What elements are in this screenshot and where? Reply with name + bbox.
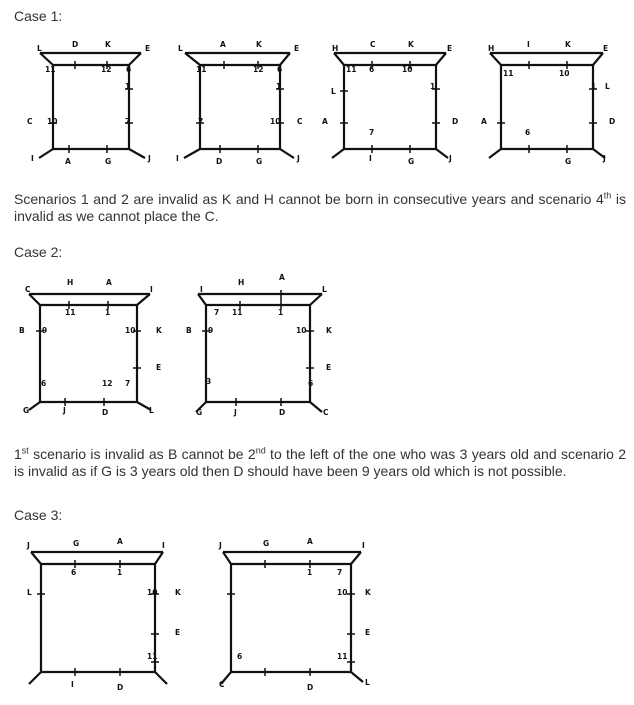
position-number: 1: [125, 82, 131, 91]
person-label: D: [216, 157, 223, 166]
person-label: L: [178, 44, 183, 53]
case-2-scenario-1-square: [29, 294, 151, 410]
person-label: L: [331, 87, 336, 96]
person-label: C: [323, 408, 329, 417]
position-number: 11: [45, 65, 56, 74]
case-3-scenario-1-square: [29, 552, 167, 684]
case-1-heading: Case 1:: [14, 8, 63, 24]
explanation-case-2: 1st scenario is invalid as B cannot be 2nd to the left of the one who was 3 years old and scenario 2 is invalid as if G is 3 years old then D should have been 9 years old which is not possible.: [14, 445, 626, 479]
person-label: K: [256, 40, 262, 49]
c1s3-labels: [322, 40, 458, 166]
case-2-heading: Case 2:: [14, 244, 63, 260]
person-label: J: [297, 154, 300, 163]
person-label: K: [326, 326, 332, 335]
person-label: L: [27, 588, 32, 597]
position-number: 11: [196, 65, 207, 74]
position-number: 11: [337, 652, 348, 661]
person-label: E: [294, 44, 300, 53]
position-number: 10: [337, 588, 348, 597]
person-label: A: [117, 537, 123, 546]
person-label: C: [297, 117, 303, 126]
person-label: I: [71, 680, 74, 689]
person-label: K: [565, 40, 571, 49]
position-number: 10: [125, 326, 136, 335]
person-label: B: [19, 326, 25, 335]
person-label: H: [488, 44, 495, 53]
person-label: K: [156, 326, 162, 335]
person-label: D: [117, 683, 124, 692]
person-label: E: [326, 363, 332, 372]
person-label: L: [365, 678, 370, 687]
person-label: K: [105, 40, 111, 49]
case-3-diagrams: [0, 537, 634, 700]
position-number: 6: [369, 65, 375, 74]
position-number: 10: [296, 326, 307, 335]
case-3-labels: [26, 537, 372, 692]
position-number: 9: [42, 326, 48, 335]
position-number: 1: [117, 568, 123, 577]
person-label: H: [238, 278, 245, 287]
person-label: C: [219, 680, 225, 689]
position-number: 12: [253, 65, 264, 74]
position-number: 10: [270, 117, 281, 126]
person-label: E: [365, 628, 371, 637]
person-label: A: [481, 117, 487, 126]
position-number: 6: [126, 65, 132, 74]
position-number: 10: [47, 117, 58, 126]
case-1-diagrams: [0, 40, 634, 173]
position-number: 7: [337, 568, 343, 577]
person-label: E: [145, 44, 151, 53]
person-label: J: [27, 541, 30, 550]
person-label: J: [449, 154, 452, 163]
position-number: 3: [206, 377, 212, 386]
position-number: 11: [65, 308, 76, 317]
position-number: 11: [503, 69, 514, 78]
person-label: D: [72, 40, 79, 49]
position-number: 6: [277, 65, 283, 74]
c3s2-labels: [218, 537, 372, 692]
explanation-case-1: Scenarios 1 and 2 are invalid as K and H cannot be born in consecutive years and scenario 4th is invalid as we cannot place the C.: [14, 190, 626, 224]
person-label: J: [219, 541, 222, 550]
position-number: 1: [307, 568, 313, 577]
person-label: K: [365, 588, 371, 597]
position-number: 7: [369, 128, 375, 137]
person-label: E: [447, 44, 453, 53]
person-label: L: [149, 406, 154, 415]
person-label: E: [603, 44, 609, 53]
position-number: 10: [559, 69, 570, 78]
person-label: K: [175, 588, 181, 597]
person-label: I: [527, 40, 530, 49]
position-number: 10: [402, 65, 413, 74]
position-number: 9: [208, 326, 214, 335]
person-label: L: [37, 44, 42, 53]
person-label: I: [31, 154, 34, 163]
person-label: A: [106, 278, 112, 287]
person-label: G: [23, 406, 30, 415]
person-label: G: [263, 539, 270, 548]
person-label: C: [27, 117, 33, 126]
person-label: G: [256, 157, 263, 166]
person-label: H: [67, 278, 74, 287]
person-label: I: [150, 285, 153, 294]
person-label: I: [200, 285, 203, 294]
person-label: G: [196, 408, 203, 417]
person-label: G: [408, 157, 415, 166]
case-3-heading: Case 3:: [14, 507, 63, 523]
person-label: G: [565, 157, 572, 166]
person-label: D: [279, 408, 286, 417]
person-label: B: [186, 326, 192, 335]
position-number: 1: [276, 82, 282, 91]
position-number: 6: [71, 568, 77, 577]
person-label: G: [105, 157, 112, 166]
position-number: 12: [102, 379, 113, 388]
position-number: 7: [125, 117, 131, 126]
person-label: J: [603, 154, 606, 163]
person-label: G: [73, 539, 80, 548]
person-label: I: [162, 541, 165, 550]
position-number: 1: [591, 82, 597, 91]
person-label: H: [332, 44, 339, 53]
case-2-diagrams: [0, 273, 634, 425]
person-label: A: [65, 157, 71, 166]
position-number: 10: [147, 588, 158, 597]
position-number: 1: [105, 308, 111, 317]
case-1-labels: [27, 40, 615, 166]
position-number: 6: [41, 379, 47, 388]
position-number: 7: [125, 379, 131, 388]
person-label: E: [175, 628, 181, 637]
position-number: 12: [101, 65, 112, 74]
position-number: 6: [308, 379, 314, 388]
position-number: 7: [214, 308, 220, 317]
position-number: 11: [147, 652, 158, 661]
position-number: 6: [525, 128, 531, 137]
person-label: I: [176, 154, 179, 163]
person-label: K: [408, 40, 414, 49]
person-label: D: [307, 683, 314, 692]
position-number: 11: [232, 308, 243, 317]
person-label: A: [307, 537, 313, 546]
person-label: D: [609, 117, 616, 126]
person-label: D: [102, 408, 109, 417]
person-label: J: [148, 154, 151, 163]
person-label: D: [452, 117, 459, 126]
position-number: 6: [237, 652, 243, 661]
position-number: 7: [198, 117, 204, 126]
position-number: 1: [430, 82, 436, 91]
position-number: 11: [346, 65, 357, 74]
person-label: L: [322, 285, 327, 294]
position-number: 1: [278, 308, 284, 317]
person-label: I: [369, 154, 372, 163]
person-label: L: [605, 82, 610, 91]
person-label: A: [220, 40, 226, 49]
person-label: C: [25, 285, 31, 294]
person-label: C: [370, 40, 376, 49]
person-label: J: [234, 408, 237, 417]
person-label: A: [279, 273, 285, 282]
person-label: A: [322, 117, 328, 126]
person-label: E: [156, 363, 162, 372]
person-label: I: [362, 541, 365, 550]
person-label: J: [63, 406, 66, 415]
